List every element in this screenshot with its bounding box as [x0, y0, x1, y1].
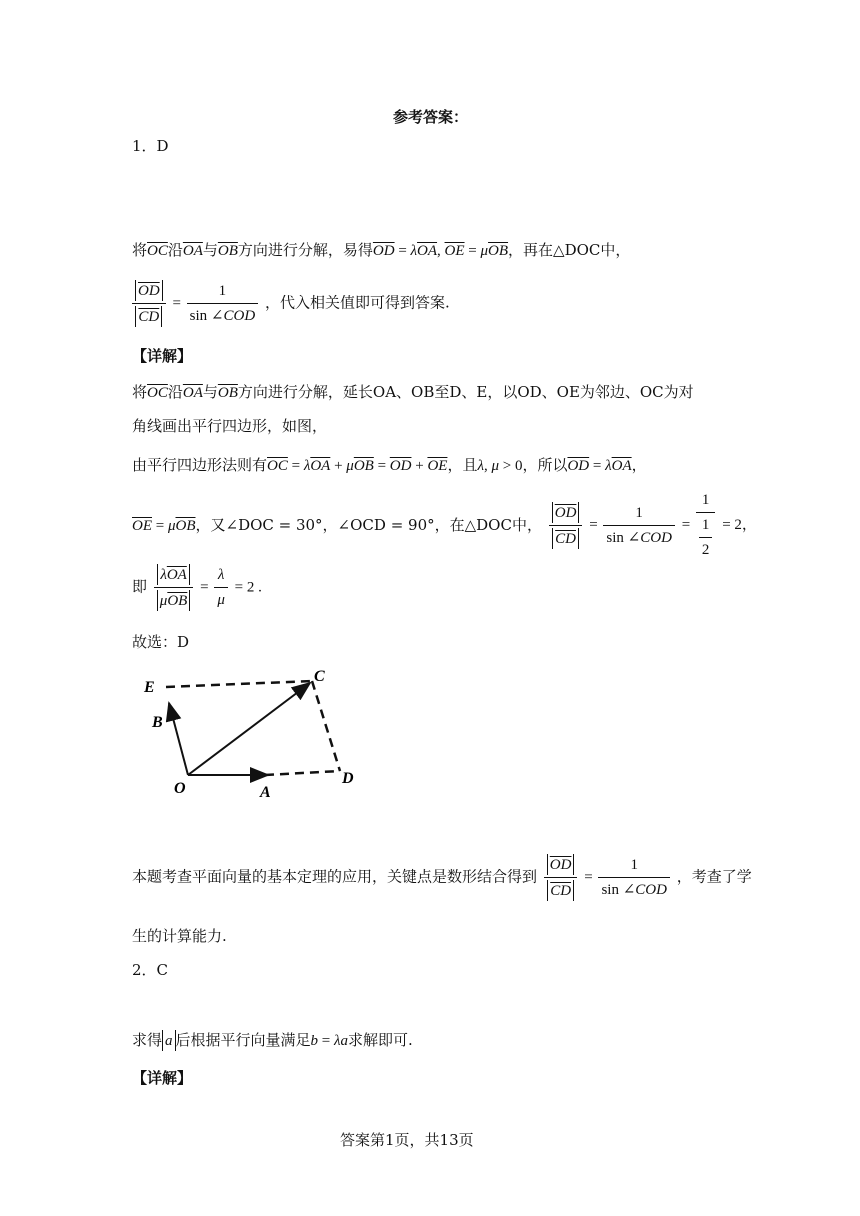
q1-answer: 1．D — [132, 137, 169, 155]
q1-detail-line4: $\overline{OE} = \mu\overline{OB}$，又∠DOC = 30°，∠OCD = 90°，在△DOC中， $\frac{\overline{OD}}{CD}$ = $\frac{1}{\text{sin ∠COD}}$ = $\frac{1}{\frac{1}{2}}$ = 2， — [132, 492, 757, 558]
q1-detail-line3: 由平行四边形法则有$\overline{OC} = \lambda\overline{OA} + \mu\overline{OB} = \overline{OD} + \overline{OE}$，且λ, μ > 0，所以$\overline{OD} = \lambda\overline{OA}$， — [132, 456, 647, 474]
q2-analysis: 求得 a 后根据平行向量满足b = λa求解即可. — [132, 1031, 413, 1049]
q1-analysis-line2: $\frac{\overline{OD}}{CD}$ = $\frac{1}{\text{sin ∠COD}}$ ，代入相关值即可得到答案. — [130, 280, 450, 327]
label-D: D — [342, 770, 354, 787]
q1-choice: 故选：D — [132, 633, 190, 651]
page-footer: 答案第1页，共13页 — [340, 1131, 474, 1149]
label-C: C — [314, 668, 325, 685]
parallelogram-figure — [140, 665, 370, 805]
q1-detail-line2: 角线画出平行四边形，如图， — [132, 417, 328, 435]
q1-detail-line1: 将$\overline{OC}$沿$\overline{OA}$与$\overline{OB}$方向进行分解，延长OA、OB至D、E，以OD、OE为邻边、OC为对 — [132, 383, 694, 401]
q1-comment-line2: 生的计算能力. — [132, 927, 227, 945]
q2-detail-label: 【详解】 — [132, 1069, 193, 1087]
vector-OC — [188, 683, 310, 775]
edge-EC — [166, 681, 312, 687]
q1-analysis-line1: 将$\overline{OC}$沿$\overline{OA}$与$\overline{OB}$方向进行分解，易得$\overline{OD} = \lambda\overline{OA}$, $\overline{OE} = \mu\overline{OB}$，再在△DOC中， — [132, 241, 631, 259]
q1-comment-line1: 本题考查平面向量的基本定理的应用，关键点是数形结合得到 $\frac{\overline{OD}}{CD}$ = $\frac{1}{\text{sin ∠COD}}$ ，考查了学 — [132, 854, 752, 901]
label-E: E — [144, 679, 155, 696]
label-A: A — [260, 784, 271, 801]
q2-answer: 2．C — [132, 961, 169, 979]
label-O: O — [174, 780, 186, 797]
label-B: B — [152, 714, 163, 731]
vector-OB — [169, 703, 188, 775]
page-title: 参考答案： — [393, 108, 469, 126]
q1-detail-label: 【详解】 — [132, 347, 193, 365]
edge-AD — [265, 771, 340, 775]
edge-CD — [312, 681, 340, 771]
q1-detail-line5: 即 $\frac{\lambda\overline{OA}}{\mu\overline{OB}}$ = $\frac{\lambda}{\mu}$ = 2 . — [132, 564, 262, 611]
